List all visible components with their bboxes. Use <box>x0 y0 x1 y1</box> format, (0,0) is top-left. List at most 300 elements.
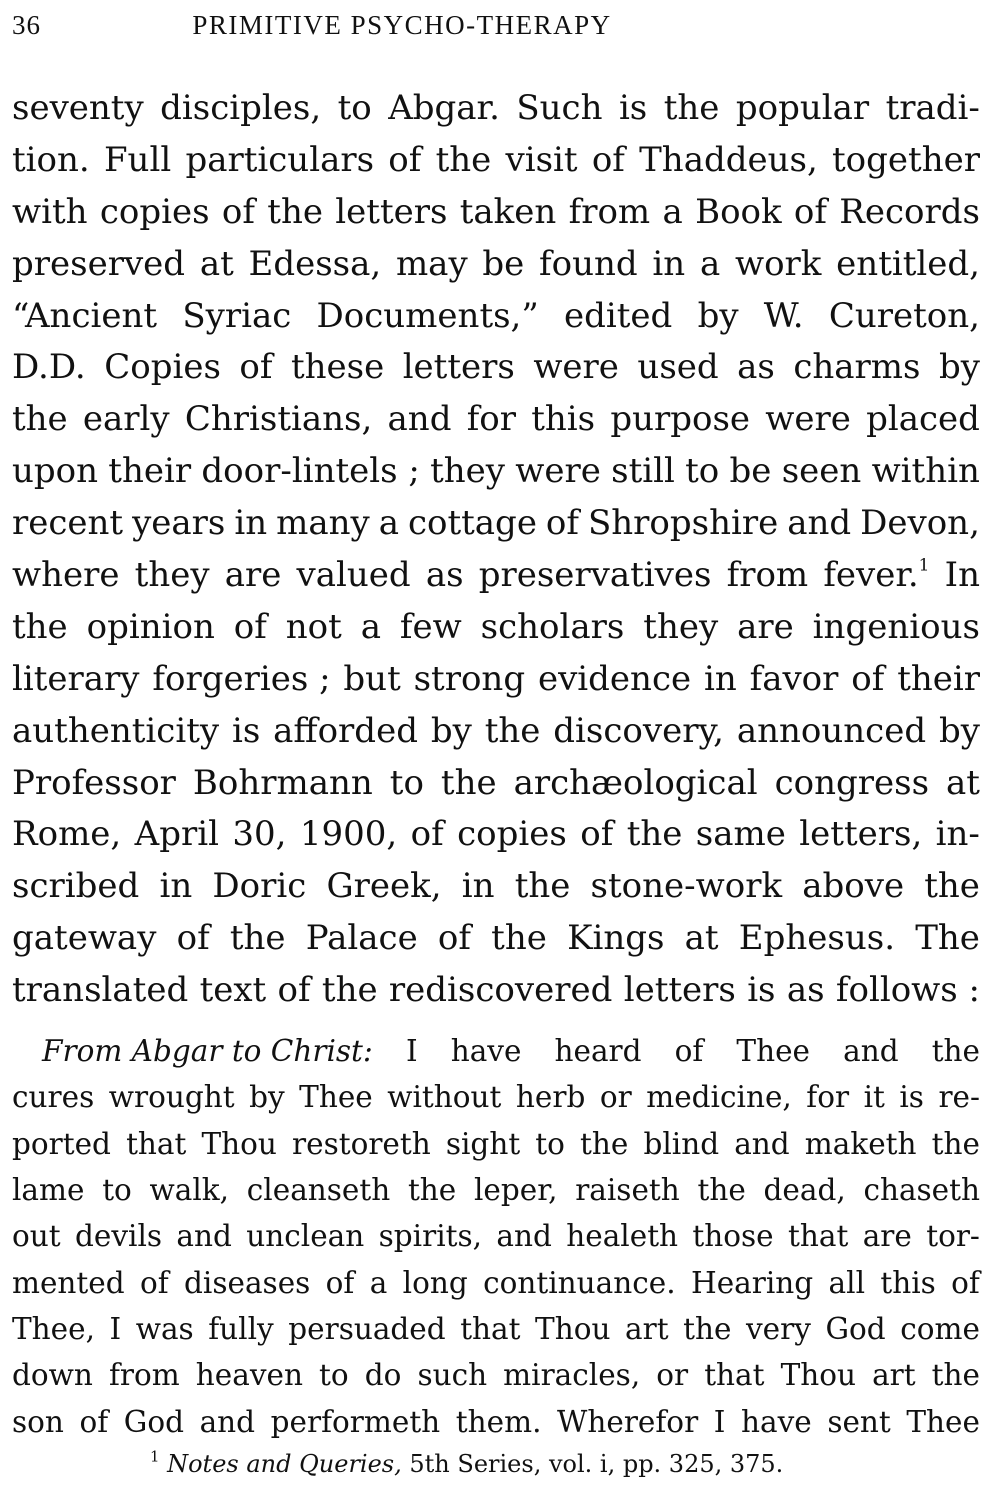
word: in- <box>935 814 980 855</box>
word: found <box>539 243 638 284</box>
word: the <box>491 918 547 959</box>
text-line <box>12 341 980 393</box>
word: above <box>802 866 905 907</box>
word: taken <box>459 191 557 232</box>
word: Abgar. <box>388 87 500 128</box>
word: restoreth <box>292 1126 431 1161</box>
word: it <box>863 1080 885 1115</box>
word: God <box>825 1311 886 1346</box>
word: Palace <box>305 918 418 959</box>
word: that <box>126 1126 187 1161</box>
word: forgeries ; <box>152 658 331 699</box>
word: and <box>199 1404 256 1439</box>
word: of <box>221 191 255 232</box>
word: a <box>378 503 399 544</box>
word: the <box>435 139 492 180</box>
word: purpose <box>610 399 751 440</box>
page-number: 36 <box>12 10 41 40</box>
word: heaven <box>195 1358 303 1393</box>
word: within <box>871 451 980 492</box>
word: of <box>79 1404 109 1439</box>
word: by <box>938 710 980 751</box>
word: have <box>741 1404 812 1439</box>
word: or <box>656 1358 689 1393</box>
word: of <box>239 347 273 388</box>
word: rediscovered <box>388 970 613 1011</box>
word: mented <box>12 1265 125 1300</box>
word: that <box>788 1219 849 1254</box>
word: but <box>343 658 401 699</box>
word: fully <box>208 1311 274 1346</box>
text-line <box>12 1074 980 1120</box>
word: I <box>405 1034 418 1069</box>
word: diseases <box>184 1265 311 1300</box>
word: by <box>938 347 980 388</box>
word: were <box>533 347 619 388</box>
word: are <box>224 554 282 595</box>
word: the <box>663 87 720 128</box>
word: and <box>734 1126 790 1161</box>
word: in <box>234 503 268 544</box>
word: charms <box>793 347 921 388</box>
word: of <box>325 1265 355 1300</box>
word: they <box>643 606 719 647</box>
word: a <box>369 1265 388 1300</box>
word: God <box>123 1404 184 1439</box>
word: devils <box>75 1219 163 1254</box>
word: of <box>410 814 444 855</box>
word: at <box>199 243 234 284</box>
word: Doric <box>212 866 307 907</box>
word: I <box>713 1404 726 1439</box>
word: Thee <box>299 1080 373 1115</box>
text-line <box>12 808 980 860</box>
word: the <box>321 970 378 1011</box>
word: the <box>924 866 980 907</box>
text-line <box>12 1352 980 1398</box>
text-line <box>12 757 980 809</box>
word: sent <box>827 1404 891 1439</box>
word: Devon, <box>860 503 980 544</box>
word: valued <box>296 554 411 595</box>
word: in <box>461 866 495 907</box>
word: of <box>277 970 311 1011</box>
text-line <box>12 497 980 549</box>
word: Documents,” <box>316 295 539 336</box>
word: that <box>460 1311 521 1346</box>
word: text <box>199 970 267 1011</box>
word: of <box>951 1265 980 1300</box>
word: maketh <box>804 1126 917 1161</box>
word: 30, <box>232 814 287 855</box>
word: of <box>674 1034 704 1069</box>
word: letters, <box>799 814 923 855</box>
word: lame <box>12 1173 85 1208</box>
word: at <box>946 762 980 803</box>
word: ingenious <box>812 606 980 647</box>
word: of <box>580 814 614 855</box>
footnote <box>150 1447 784 1478</box>
text-line <box>12 601 980 653</box>
word: these <box>290 347 385 388</box>
word: this <box>531 399 596 440</box>
word: without <box>387 1080 502 1115</box>
word: are <box>737 606 794 647</box>
word: Thee, <box>12 1311 95 1346</box>
word: Copies <box>104 347 221 388</box>
word: Records <box>839 191 980 232</box>
text-line <box>12 1028 980 1074</box>
word: stone-work <box>590 866 783 907</box>
text-line <box>12 290 980 342</box>
word: a <box>699 243 721 284</box>
word: still <box>611 451 675 492</box>
word: the <box>407 1173 457 1208</box>
word: Hearing <box>690 1265 814 1300</box>
word: from <box>568 191 651 232</box>
word: in <box>159 866 193 907</box>
word: I <box>109 1311 122 1346</box>
word: Edessa, <box>248 243 382 284</box>
word: the <box>683 1311 732 1346</box>
word: with <box>12 191 88 232</box>
word: door-lintels ; <box>201 451 420 492</box>
word: the <box>12 606 68 647</box>
word: popular <box>735 87 870 128</box>
word: “Ancient <box>12 295 158 336</box>
word: Thaddeus, <box>639 139 818 180</box>
word: were <box>515 451 601 492</box>
word: recent <box>12 503 124 544</box>
word: come <box>900 1311 980 1346</box>
word: leper, <box>473 1173 558 1208</box>
text-line <box>12 653 980 705</box>
word: they <box>430 451 505 492</box>
word: in <box>703 658 737 699</box>
word: is <box>747 970 776 1011</box>
text-line <box>12 82 980 134</box>
word: be <box>729 451 772 492</box>
word: of <box>176 918 210 959</box>
word: may <box>395 243 468 284</box>
word: same <box>695 814 786 855</box>
word: long <box>402 1265 468 1300</box>
word: to <box>535 1126 565 1161</box>
word: by <box>430 710 472 751</box>
word: spirits, <box>378 1219 483 1254</box>
word: strong <box>413 658 526 699</box>
text-line <box>12 964 980 1016</box>
word: raiseth <box>575 1173 680 1208</box>
word: wrought <box>108 1080 235 1115</box>
word: preserved <box>12 243 186 284</box>
text-line <box>12 860 980 912</box>
word: all <box>828 1265 866 1300</box>
word: continuance. <box>483 1265 676 1300</box>
word: son <box>12 1404 64 1439</box>
word: do <box>364 1358 402 1393</box>
word-with-note <box>823 555 929 595</box>
word: art <box>872 1358 916 1393</box>
text-line <box>12 1398 980 1444</box>
text-line <box>12 445 980 497</box>
word: fever. <box>823 554 919 595</box>
word: Thee <box>736 1034 811 1069</box>
word: letters <box>335 191 448 232</box>
word: at <box>684 918 719 959</box>
word: and <box>387 399 452 440</box>
word: tor- <box>926 1219 980 1254</box>
word: down <box>12 1358 93 1393</box>
word: seventy <box>12 87 144 128</box>
word: them. <box>455 1404 542 1439</box>
word: of <box>851 658 885 699</box>
text-line <box>12 186 980 238</box>
word: as <box>737 347 775 388</box>
word: Cureton, <box>828 295 980 336</box>
word: and <box>496 1219 552 1254</box>
word: for <box>806 1080 850 1115</box>
word: translated <box>12 970 189 1011</box>
word: the <box>229 918 286 959</box>
word: of <box>140 1265 169 1300</box>
word: of <box>591 139 625 180</box>
main-paragraph <box>12 82 980 1016</box>
word: upon <box>12 451 99 492</box>
word: their <box>897 658 980 699</box>
word: to <box>319 1358 349 1393</box>
word: to <box>389 762 424 803</box>
word: scholars <box>480 606 625 647</box>
word: and <box>843 1034 899 1069</box>
word: announced <box>736 710 927 751</box>
word: Thee <box>906 1404 980 1439</box>
word: scribed <box>12 866 140 907</box>
word: particulars <box>185 139 375 180</box>
word: miracles, <box>503 1358 641 1393</box>
word: the <box>484 710 541 751</box>
word: copies <box>457 814 567 855</box>
word: for <box>466 399 516 440</box>
word: re- <box>938 1080 980 1115</box>
word: herb <box>515 1080 586 1115</box>
word: of <box>437 918 471 959</box>
word: literary <box>12 658 140 699</box>
word: is <box>618 87 648 128</box>
word: the <box>514 866 571 907</box>
word: blind <box>643 1126 720 1161</box>
word: unclean <box>246 1219 365 1254</box>
word: was <box>135 1311 194 1346</box>
word: Kings <box>567 918 665 959</box>
word: those <box>692 1219 774 1254</box>
footnote-marker: 1 <box>150 1447 160 1466</box>
text-line <box>12 912 980 964</box>
word: walk, <box>149 1173 230 1208</box>
word: cures <box>12 1080 95 1115</box>
word: visit <box>505 139 578 180</box>
word: follows : <box>835 970 980 1011</box>
text-line <box>12 1306 980 1352</box>
word: the <box>931 1126 980 1161</box>
word: as <box>786 970 825 1011</box>
word: by <box>249 1080 285 1115</box>
word: W. <box>763 295 804 336</box>
text-line <box>12 238 980 290</box>
word: Thou <box>535 1311 611 1346</box>
word: are <box>862 1219 912 1254</box>
word: many <box>276 503 370 544</box>
word: opinion <box>86 606 215 647</box>
word: of <box>793 191 827 232</box>
word: letters <box>623 970 736 1011</box>
word: or <box>599 1080 632 1115</box>
word: dead, <box>763 1173 846 1208</box>
word: Professor <box>12 762 176 803</box>
word: performeth <box>270 1404 441 1439</box>
footnote-source: Notes and Queries, <box>167 1450 402 1478</box>
word: tion. <box>12 139 90 180</box>
word: Christians, <box>184 399 373 440</box>
word: and <box>176 1219 232 1254</box>
text-line <box>12 549 980 601</box>
text-line <box>12 134 980 186</box>
word: Rome, <box>12 814 122 855</box>
word: years <box>132 503 226 544</box>
word: art <box>625 1311 669 1346</box>
word: Thou <box>201 1126 277 1161</box>
word: of <box>545 503 579 544</box>
word: discovery, <box>553 710 724 751</box>
word: to <box>102 1173 132 1208</box>
word: to <box>337 87 372 128</box>
word: The <box>915 918 980 959</box>
book-page <box>12 8 980 1445</box>
word: gateway <box>12 918 157 959</box>
word: in <box>652 243 686 284</box>
running-title: PRIMITIVE PSYCHO-THERAPY <box>192 10 612 40</box>
word: the <box>580 1126 629 1161</box>
word: the <box>931 1034 980 1069</box>
word: authenticity <box>12 710 220 751</box>
word: Thou <box>780 1358 856 1393</box>
word: the <box>697 1173 746 1208</box>
word: this <box>880 1265 936 1300</box>
word: tradi- <box>885 87 980 128</box>
word: from <box>108 1358 180 1393</box>
word: cleanseth <box>246 1173 391 1208</box>
word: as <box>425 554 464 595</box>
text-line <box>12 1213 980 1259</box>
text-line <box>12 1121 980 1167</box>
word: edited <box>564 295 673 336</box>
word: the <box>931 1358 980 1393</box>
word: heard <box>554 1034 642 1069</box>
word: they <box>134 554 210 595</box>
word: Syriac <box>182 295 292 336</box>
word: archæological <box>513 762 758 803</box>
word: disciples, <box>160 87 322 128</box>
word: Greek, <box>326 866 442 907</box>
word: persuaded <box>288 1311 446 1346</box>
text-line <box>12 1260 980 1306</box>
word: early <box>82 399 170 440</box>
word: placed <box>866 399 980 440</box>
word: together <box>832 139 980 180</box>
text-line <box>12 705 980 757</box>
word: a <box>360 606 381 647</box>
word: out <box>12 1219 61 1254</box>
word: In <box>944 554 980 595</box>
word: of <box>388 139 422 180</box>
word: of <box>233 606 267 647</box>
letter-quote <box>12 1028 980 1445</box>
word: Wherefor <box>557 1404 699 1439</box>
word: April <box>134 814 219 855</box>
word: Bohrmann <box>192 762 373 803</box>
word: Book <box>695 191 782 232</box>
footnote-reference: 1 <box>918 555 930 576</box>
word: work <box>734 243 822 284</box>
word: very <box>745 1311 811 1346</box>
word: from <box>726 554 809 595</box>
word: D.D. <box>12 347 86 388</box>
word: the <box>440 762 497 803</box>
word: used <box>637 347 719 388</box>
word: the <box>626 814 683 855</box>
word: the <box>12 399 68 440</box>
word: seen <box>781 451 862 492</box>
word: preservatives <box>478 554 712 595</box>
letter-heading: From Abgar to Christ: <box>42 1034 373 1069</box>
word: Shropshire <box>587 503 779 544</box>
word: and <box>787 503 852 544</box>
word: not <box>285 606 342 647</box>
word: copies <box>99 191 210 232</box>
word: their <box>108 451 192 492</box>
word: such <box>417 1358 488 1393</box>
word: Ephesus. <box>738 918 896 959</box>
word: be <box>482 243 525 284</box>
word: afforded <box>273 710 418 751</box>
word: is <box>231 710 261 751</box>
text-line <box>12 393 980 445</box>
word: medicine, <box>646 1080 792 1115</box>
word: by <box>697 295 739 336</box>
running-header <box>12 8 980 44</box>
word: that <box>704 1358 765 1393</box>
word: cottage <box>407 503 537 544</box>
word: congress <box>774 762 930 803</box>
word: to <box>685 451 720 492</box>
word: healeth <box>566 1219 679 1254</box>
word: 1900, <box>299 814 398 855</box>
word: were <box>765 399 851 440</box>
word: few <box>399 606 462 647</box>
word: where <box>12 554 120 595</box>
word: a <box>662 191 683 232</box>
word: ported <box>12 1126 111 1161</box>
word: Such <box>516 87 603 128</box>
text-line <box>12 1167 980 1213</box>
word: Full <box>103 139 172 180</box>
word: letters <box>402 347 515 388</box>
word: the <box>267 191 323 232</box>
word: evidence <box>537 658 692 699</box>
word: favor <box>749 658 839 699</box>
word: sight <box>445 1126 521 1161</box>
word: is <box>899 1080 924 1115</box>
